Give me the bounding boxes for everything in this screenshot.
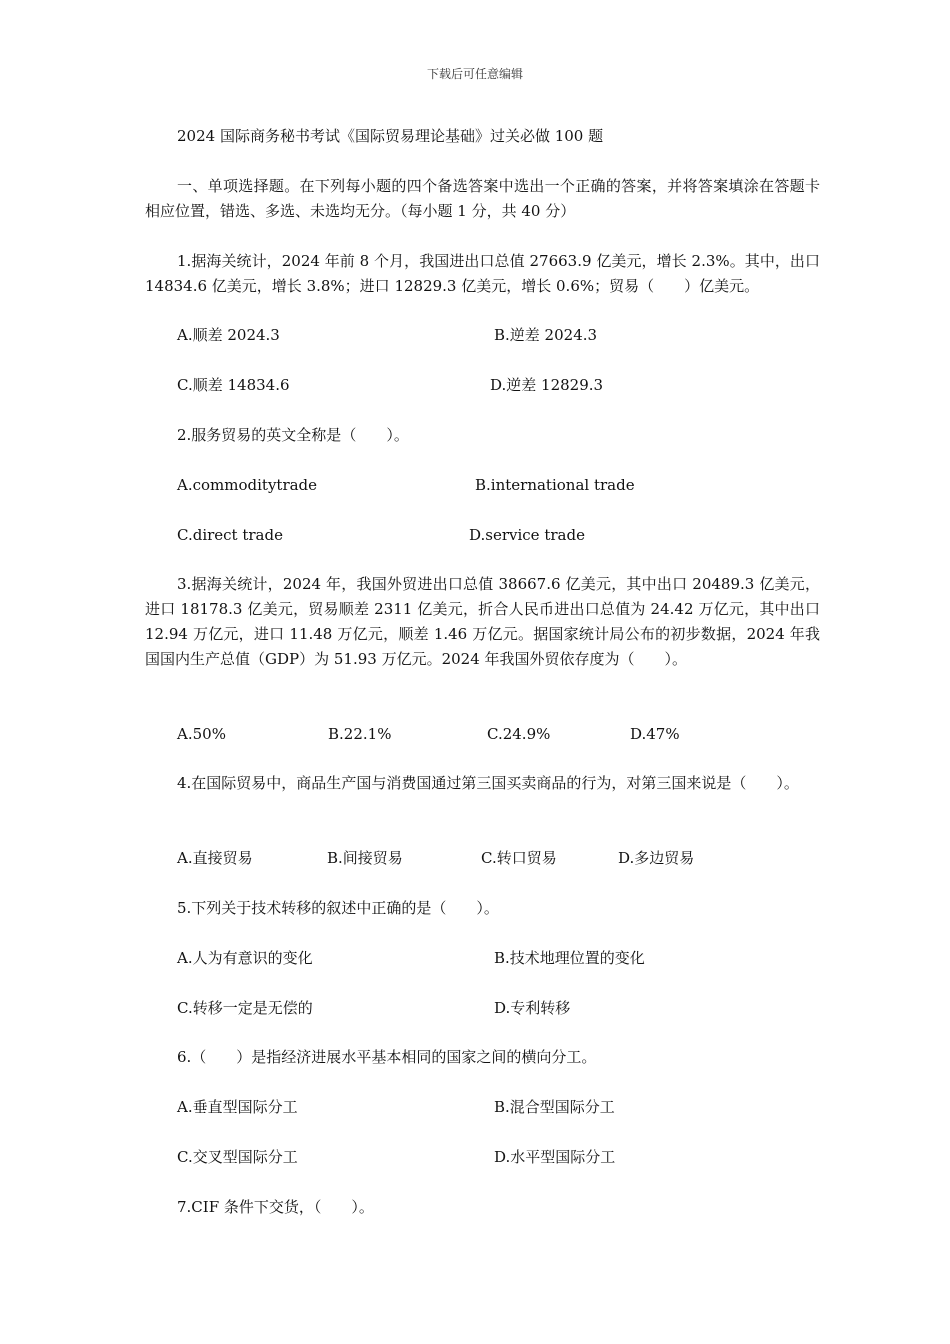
question-4-stem: 4.在国际贸易中，商品生产国与消费国通过第三国买卖商品的行为，对第三国来说是（ ）。 <box>177 774 799 792</box>
question-7-stem: 7.CIF 条件下交货，（ ）。 <box>177 1198 374 1216</box>
question-3-option-a: A.50% <box>177 725 226 743</box>
question-6-option-c: C.交叉型国际分工 <box>177 1148 298 1166</box>
question-4-option-d: D.多边贸易 <box>618 849 695 867</box>
question-3-option-c: C.24.9% <box>487 725 551 743</box>
question-2-option-b: B.international trade <box>475 476 635 494</box>
question-3-stem: 3.据海关统计，2024 年，我国外贸进出口总值 38667.6 亿美元，其中出口 20489.3 亿美元，进口 18178.3 亿美元，贸易顺差 2311 亿美元，折合人民币进出口总值为 24.42 万亿元，其中出口 12.94 万亿元，进口 11.48 万亿元，顺差 1.46 万亿元。据国家统计局公布的初步数据，2024 年我国国内生产总值（GDP）为 51.93 万亿元。2024 年我国外贸依存度为（ ）。 <box>145 575 820 668</box>
question-5-option-a: A.人为有意识的变化 <box>177 949 313 967</box>
question-3-option-b: B.22.1% <box>328 725 392 743</box>
question-1-option-a: A.顺差 2024.3 <box>177 326 280 344</box>
question-6-option-a: A.垂直型国际分工 <box>177 1098 298 1116</box>
question-6-stem: 6.（ ）是指经济进展水平基本相同的国家之间的横向分工。 <box>177 1048 597 1066</box>
question-2-stem: 2.服务贸易的英文全称是（ ）。 <box>177 426 409 444</box>
question-5-option-c: C.转移一定是无偿的 <box>177 999 313 1017</box>
document-title: 2024 国际商务秘书考试《国际贸易理论基础》过关必做 100 题 <box>177 127 604 145</box>
question-6-option-d: D.水平型国际分工 <box>494 1148 616 1166</box>
question-4-option-c: C.转口贸易 <box>481 849 557 867</box>
question-3-option-d: D.47% <box>630 725 680 743</box>
question-1-option-b: B.逆差 2024.3 <box>494 326 598 344</box>
question-4-option-b: B.间接贸易 <box>327 849 403 867</box>
question-5-option-d: D.专利转移 <box>494 999 571 1017</box>
question-2-option-c: C.direct trade <box>177 526 283 544</box>
section-instructions: 一、单项选择题。在下列每小题的四个备选答案中选出一个正确的答案，并将答案填涂在答题卡相应位置，错选、多选、未选均无分。（每小题 1 分，共 40 分） <box>145 177 820 220</box>
question-4-option-a: A.直接贸易 <box>177 849 253 867</box>
question-2-option-d: D.service trade <box>469 526 585 544</box>
question-6-option-b: B.混合型国际分工 <box>494 1098 615 1116</box>
page-header: 下载后可任意编辑 <box>426 67 523 81</box>
question-1-option-c: C.顺差 14834.6 <box>177 376 290 394</box>
question-1-option-d: D.逆差 12829.3 <box>490 376 604 394</box>
question-1-stem: 1.据海关统计，2024 年前 8 个月，我国进出口总值 27663.9 亿美元，增长 2.3%。其中，出口 14834.6 亿美元，增长 3.8%；进口 12829.3 亿美元，增长 0.6%；贸易（ ）亿美元。 <box>145 252 820 295</box>
question-5-option-b: B.技术地理位置的变化 <box>494 949 645 967</box>
question-5-stem: 5.下列关于技术转移的叙述中正确的是（ ）。 <box>177 899 499 917</box>
question-2-option-a: A.commoditytrade <box>177 476 318 494</box>
